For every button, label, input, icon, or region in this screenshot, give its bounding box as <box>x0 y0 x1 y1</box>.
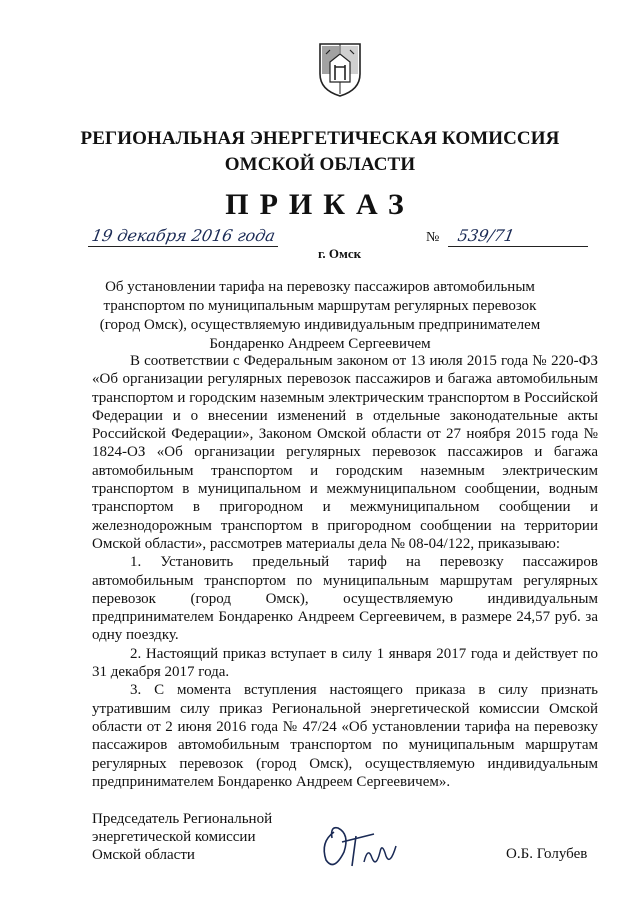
handwritten-number: 539/71 <box>456 226 516 245</box>
position-line1: Председатель Региональной <box>92 811 273 827</box>
number-label: № <box>426 230 440 245</box>
signatory-position <box>92 810 272 864</box>
handwritten-date: 19 декабря 2016 года <box>90 226 277 245</box>
signatory-name: О.Б. Голубев <box>506 846 588 862</box>
date-underline <box>88 246 278 247</box>
number-underline <box>448 246 588 247</box>
organization-name-line2: ОМСКОЙ ОБЛАСТИ <box>224 154 416 175</box>
position-line3: Омской области <box>92 847 195 863</box>
organization-name-line1: РЕГИОНАЛЬНАЯ ЭНЕРГЕТИЧЕСКАЯ КОМИССИЯ <box>80 128 560 149</box>
item-2-paragraph: 2. Настоящий приказ вступает в силу 1 января 2017 года и действует по 31 декабря 2017 года. <box>92 645 598 681</box>
order-subject: Об установлении тарифа на перевозку пассажиров автомобильным транспортом по муниципальным маршрутам регулярных перевозок (город Омск), осуществляемую индивидуальным предпринимателем Бондаренко Андреем Сергеевичем <box>99 279 541 352</box>
preamble-paragraph: В соответствии с Федеральным законом от 13 июля 2015 года № 220-ФЗ «Об организации регулярных перевозок пассажиров и багажа автомобильным транспортом и городским наземным электрическим транспортом в Российской Федерации и о внесении изменений в отдельные законодательные акты Российской Федерации», Законом Омской области от 27 ноября 2015 года № 1824-ОЗ «Об организации регулярных перевозок пассажиров и багажа автомобильным транспортом и городским наземным электрическим транспортом в муниципальном и межмуниципальном сообщении, водным транспортом в пригородном и межмуниципальном сообщении и железнодорожным транспортом в пригородном сообщении на территории Омской области», рассмотрев материалы дела № 08-04/122, приказываю: <box>92 353 598 552</box>
item-1-paragraph: 1. Установить предельный тариф на перевозку пассажиров автомобильным транспортом по муниципальным маршрутам регулярных перевозок (город Омск), осуществляемую индивидуальным предпринимателем Бондаренко Андреем Сергеевичем, в размере 24,57 руб. за одну поездку. <box>92 554 598 644</box>
city-label: г. Омск <box>318 246 362 261</box>
order-body <box>92 352 598 791</box>
handwritten-signature <box>312 812 408 874</box>
position-line2: энергетической комиссии <box>92 829 256 845</box>
coat-of-arms-emblem <box>316 40 364 98</box>
item-3-paragraph: 3. С момента вступления настоящего приказа в силу признать утратившим силу приказ Региональной энергетической комиссии Омской области от 2 июня 2016 года № 47/24 «Об установлении тарифа на перевозку пассажиров автомобильным транспортом по муниципальным маршрутам регулярных перевозок (город Омск), осуществляемую индивидуальным предпринимателем Бондаренко Андреем Сергеевичем». <box>92 682 598 790</box>
document-type-title: ПРИКАЗ <box>225 188 415 221</box>
